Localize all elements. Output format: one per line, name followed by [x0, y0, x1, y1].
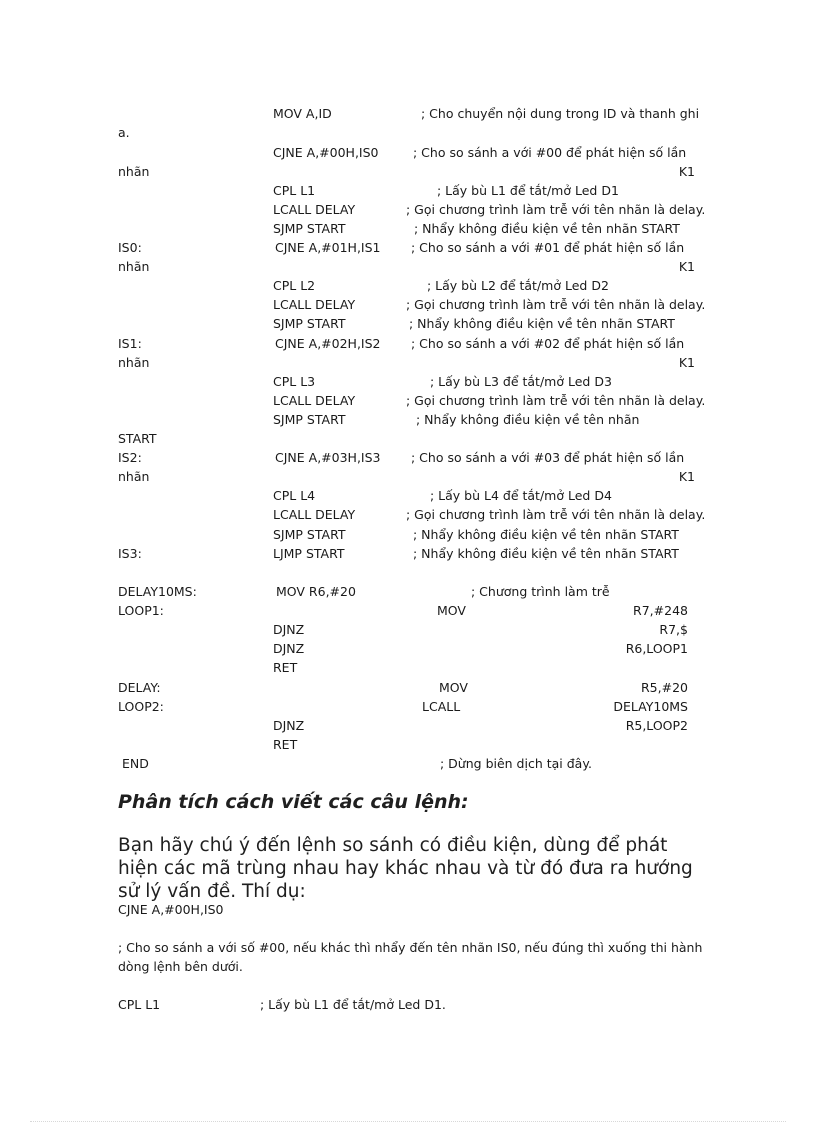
code-instruction: DJNZ	[273, 641, 305, 656]
code-instruction: MOV A,ID	[273, 106, 332, 121]
code-operand: R6,LOOP1	[625, 641, 688, 656]
code-comment: ; Gọi chương trình làm trễ với tên nhãn là delay.	[406, 507, 706, 522]
example-instruction: CPL L1	[118, 997, 161, 1012]
code-instruction: CJNE A,#01H,IS1	[275, 240, 381, 255]
code-instruction: LCALL DELAY	[273, 202, 356, 217]
code-comment: ; Nhẩy không điều kiện về tên nhãn START	[413, 546, 679, 561]
code-continuation: K1	[678, 469, 695, 484]
code-comment: ; Gọi chương trình làm trễ với tên nhãn là delay.	[406, 297, 706, 312]
code-comment: ; Lấy bù L3 để tắt/mở Led D3	[430, 374, 612, 389]
code-instruction: DJNZ	[273, 718, 305, 733]
code-comment: ; Gọi chương trình làm trễ với tên nhãn là delay.	[406, 393, 706, 408]
code-label: nhãn	[118, 469, 150, 484]
code-comment: ; Nhẩy không điều kiện về tên nhãn START	[413, 527, 679, 542]
code-instruction: LCALL DELAY	[273, 297, 356, 312]
code-continuation: K1	[678, 164, 695, 179]
code-operand: DELAY10MS	[613, 699, 688, 714]
code-comment: ; Nhẩy không điều kiện về tên nhãn	[416, 412, 640, 427]
code-instruction: CJNE A,#00H,IS0	[273, 145, 379, 160]
code-instruction: MOV	[439, 680, 468, 695]
code-instruction: CPL L4	[273, 488, 316, 503]
code-comment: ; Cho chuyển nội dung trong ID và thanh ghi	[421, 106, 700, 121]
code-instruction: LCALL	[422, 699, 461, 714]
code-label: IS3:	[118, 546, 142, 561]
code-instruction: SJMP START	[273, 527, 346, 542]
code-comment: ; Lấy bù L4 để tắt/mở Led D4	[430, 488, 612, 503]
code-label: IS2:	[118, 450, 142, 465]
code-label: nhãn	[118, 355, 150, 370]
code-operand: R5,LOOP2	[625, 718, 688, 733]
code-instruction: MOV R6,#20	[276, 584, 356, 599]
code-comment: ; Chương trình làm trễ	[471, 584, 610, 599]
code-comment: ; Cho so sánh a với #02 để phát hiện số lần	[411, 336, 685, 351]
code-instruction: MOV	[437, 603, 466, 618]
code-operand: R5,#20	[641, 680, 688, 695]
code-label: nhãn	[118, 259, 150, 274]
example-description: dòng lệnh bên dưới.	[118, 959, 243, 974]
code-comment: ; Cho so sánh a với #01 để phát hiện số lần	[411, 240, 685, 255]
code-instruction: SJMP START	[273, 316, 346, 331]
code-comment: ; Gọi chương trình làm trễ với tên nhãn là delay.	[406, 202, 706, 217]
code-instruction: DJNZ	[273, 622, 305, 637]
code-continuation: START	[118, 431, 157, 446]
code-continuation: K1	[678, 355, 695, 370]
code-instruction: CPL L1	[273, 183, 316, 198]
code-instruction: CPL L2	[273, 278, 316, 293]
code-instruction: CPL L3	[273, 374, 316, 389]
code-instruction: RET	[273, 737, 298, 752]
body-paragraph: Bạn hãy chú ý đến lệnh so sánh có điều kiện, dùng để phát hiện các mã trùng nhau hay khác nhau và từ đó đưa ra hướng sử lý vấn đề. Thí dụ:	[118, 835, 693, 902]
code-instruction: LCALL DELAY	[273, 507, 356, 522]
code-label: nhãn	[118, 164, 150, 179]
code-label: LOOP2:	[118, 699, 164, 714]
code-continuation: K1	[678, 259, 695, 274]
code-label: END	[122, 756, 149, 771]
code-label: LOOP1:	[118, 603, 164, 618]
code-comment: ; Lấy bù L1 để tắt/mở Led D1	[437, 183, 619, 198]
page-footer-divider	[30, 1121, 786, 1122]
code-operand: R7,#248	[633, 603, 688, 618]
code-instruction: CJNE A,#03H,IS3	[275, 450, 381, 465]
code-comment: ; Cho so sánh a với #03 để phát hiện số lần	[411, 450, 685, 465]
code-instruction: CJNE A,#02H,IS2	[275, 336, 381, 351]
code-comment: ; Nhẩy không điều kiện về tên nhãn START	[409, 316, 675, 331]
code-label: IS1:	[118, 336, 142, 351]
example-instruction: CJNE A,#00H,IS0	[118, 902, 224, 917]
code-comment: ; Dừng biên dịch tại đây.	[440, 756, 592, 771]
code-instruction: SJMP START	[273, 221, 346, 236]
code-label: DELAY:	[118, 680, 161, 695]
code-instruction: SJMP START	[273, 412, 346, 427]
code-continuation: a.	[118, 125, 130, 140]
code-comment: ; Lấy bù L2 để tắt/mở Led D2	[427, 278, 609, 293]
code-operand: R7,$	[659, 622, 688, 637]
example-comment: ; Lấy bù L1 để tắt/mở Led D1.	[260, 997, 446, 1012]
code-instruction: RET	[273, 660, 298, 675]
code-label: IS0:	[118, 240, 142, 255]
code-instruction: LJMP START	[273, 546, 345, 561]
code-instruction: LCALL DELAY	[273, 393, 356, 408]
section-heading: Phân tích cách viết các câu lệnh:	[118, 791, 469, 813]
code-label: DELAY10MS:	[118, 584, 197, 599]
example-description: ; Cho so sánh a với số #00, nếu khác thì nhẩy đến tên nhãn IS0, nếu đúng thì xuống thi hành	[118, 940, 703, 955]
code-comment: ; Cho so sánh a với #00 để phát hiện số lần	[413, 145, 687, 160]
code-comment: ; Nhẩy không điều kiện về tên nhãn START	[414, 221, 680, 236]
